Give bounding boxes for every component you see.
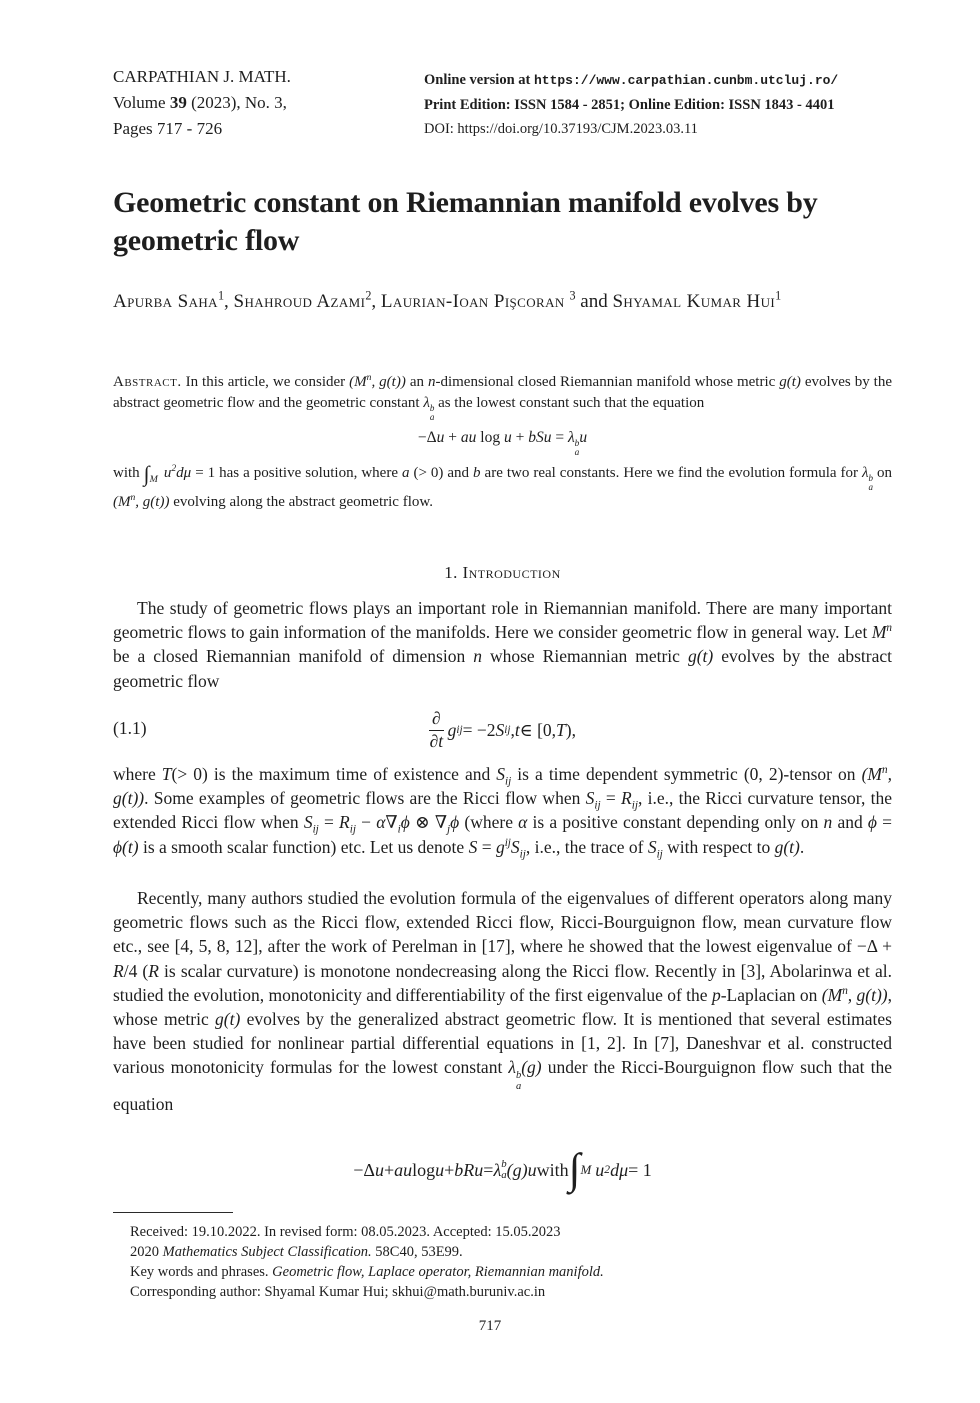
section-title: Introduction [462,563,561,582]
footnote-corresponding: Corresponding author: Shyamal Kumar Hui; skhui@math.buruniv.ac.in [130,1284,546,1300]
journal-url: https://www.carpathian.cunbm.utcluj.ro/ [533,73,839,88]
equation-1-1: $\frac{\partial}{\partial t}$ g ij = −2 S ij , t ∈ [0, T ), [429,707,576,751]
equation-number: (1.1) [113,718,147,738]
footnotes-block [130,1222,895,1302]
journal-name: CARPATHIAN J. MATH. [113,67,291,86]
display-equation: −Δ u + au log u + bRu = λ b a (g)u with ∫ M u 2 dμ = 1 [353,1146,652,1193]
abstract-continuation: with $\int_M$ $u^2d\mu = 1$ has a positive solution, where a (> 0) and b are two real constants. Here we find the evolution formula for λ b a on ($M^n$, g(t)) evolving along the abstract geometric flow. [113,461,893,511]
abstract-equation: −Δu + au log u + bSu = λ b a u [417,429,588,459]
journal-pages-line: Pages 717 - 726 [113,119,223,138]
journal-header-right [424,68,838,141]
authors-line: Apurba Saha$^1$, Shahroud Azami$^2$, Laurian-Ioan Pişcoran $^3$ and Shyamal Kumar Hui$^1$ [113,288,782,312]
issn-line: Print Edition: ISSN 1584 - 2851; Online Edition: ISSN 1843 - 4401 [424,97,835,113]
intro-paragraph-3-text: Recently, many authors studied the evolution formula of the eigenvalues of different operators along many geometric flows such as the Ricci flow, extended Ricci flow, Ricci-Bourguignon flow, mean curvature flow etc., see [4, 5, 8, 12], after the work of Perelman in [17], where he showed that the lowest eigenvalue of −Δ + R/4 (R is scalar curvature) is monotone nondecreasing along the Ricci flow. Recently in [3], Abolarinwa et al. studied the evolution, monotonicity and differentiability of the first eigenvalue of the p-Laplacian on ($M^n$, g(t)), whose metric g(t) evolves by the generalized abstract geometric flow. It is mentioned that several estimates have been studied for nonlinear partial differential equations in [1, 2]. In [7], Daneshvar et al. constructed various monotonicity formulas for the lowest constant λ b a (g) under the Ricci-Bourguignon flow such that the equation [113,888,893,1115]
doi-line: DOI: https://doi.org/10.37193/CJM.2023.03.11 [424,121,698,137]
journal-volume-line: Volume 39 (2023), No. 3, [113,93,287,112]
online-version-label: Online version at [424,72,534,88]
intro-paragraph-3 [113,886,892,1116]
intro-paragraph-2: where T(> 0) is the maximum time of existence and $S_{ij}$ is a time dependent symmetric (0, 2)-tensor on ($M^n$, g(t)). Some examples of geometric flows are the Ricci flow when $S_{ij} = R_{ij}$, i.e., the Ricci curvature tensor, the extended Ricci flow when $S_{ij} = R_{ij} - \alpha\nabla_i\phi$ ⊗ $\nabla_j\phi$ (where α is a positive constant depending only on n and ϕ = ϕ(t) is a smooth scalar function) etc. Let us denote $S = g^{ij}S_{ij}$, i.e., the trace of $S_{ij}$ with respect to g(t). [113,764,893,861]
section-heading [113,563,892,583]
intro-paragraph-1-text: The study of geometric flows plays an important role in Riemannian manifold. There are many important geometric flows to gain information of the manifolds. Here we consider geometric flow in general way. Let $M^n$ be a closed Riemannian manifold of dimension n whose Riemannian metric g(t) evolves by the abstract geometric flow [113,598,892,691]
abstract-text: In this article, we consider ($M^n$, g(t)) an n-dimensional closed Riemannian manifold whose metric g(t) evolves by the abstract geometric flow and the geometric constant λ b a as the lowest constant such that the equation [113,372,892,422]
footnote-keywords: Key words and phrases. Geometric flow, Laplace operator, Riemannian manifold. [130,1264,604,1280]
page-number: 717 [478,1318,502,1334]
abstract-label: Abstract. [113,374,182,390]
online-version-line [424,68,838,93]
journal-header-left [113,64,291,142]
footnote-received: Received: 19.10.2022. In revised form: 08.05.2023. Accepted: 15.05.2023 [130,1224,561,1240]
footnote-rule [113,1212,233,1213]
section-number: 1. [444,563,458,582]
abstract-block [113,372,892,513]
intro-paragraph-1 [113,596,892,693]
abstract-body [113,372,892,422]
paper-title: Geometric constant on Riemannian manifold evolves by geometric flow [113,186,818,257]
equation-1-1-row [113,700,892,760]
footnote-msc: 2020 Mathematics Subject Classification. 58C40, 53E99. [130,1244,463,1260]
